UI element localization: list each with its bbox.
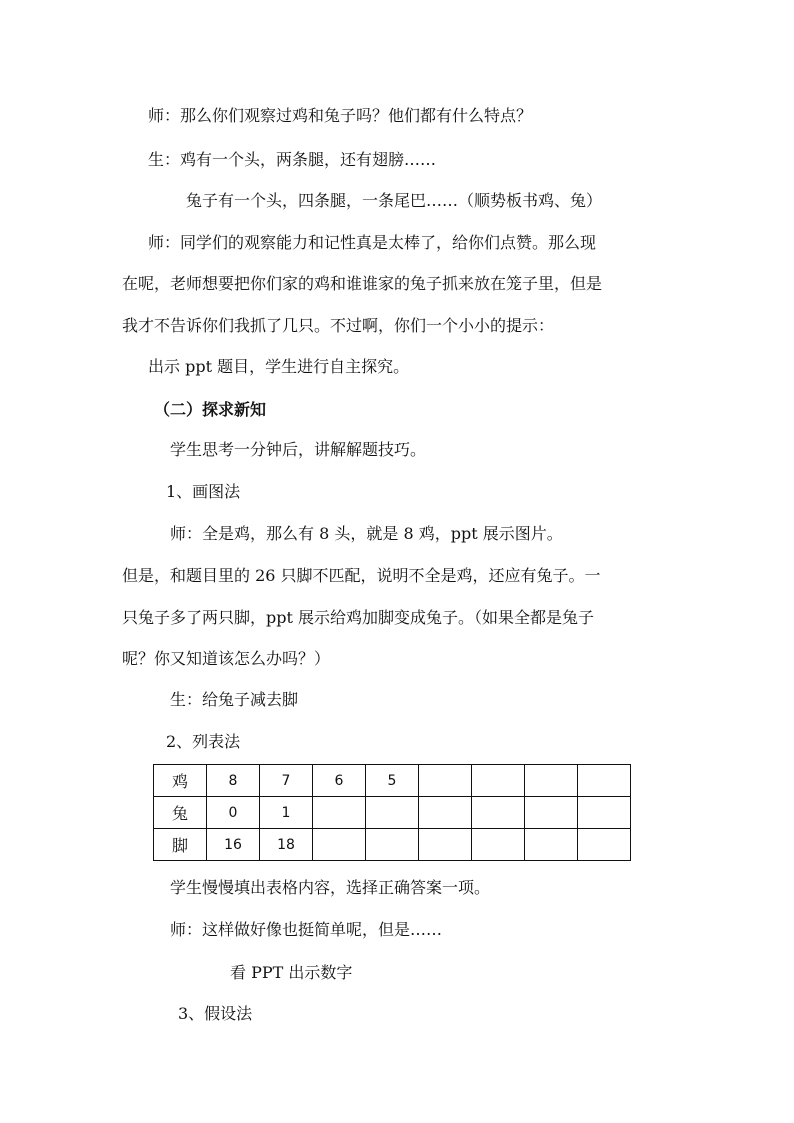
table-cell	[366, 797, 419, 829]
method-2-heading: 2、列表法	[166, 732, 241, 751]
table-cell	[525, 829, 578, 861]
paragraph-15: 生：给兔子减去脚	[170, 690, 299, 709]
paragraph-2: 生：鸡有一个头，两条腿，还有翅膀……	[148, 150, 437, 169]
table-cell: 18	[260, 829, 313, 861]
table-cell	[313, 829, 366, 861]
table-cell	[525, 797, 578, 829]
method-3-heading: 3、假设法	[178, 1004, 253, 1023]
paragraph-12: 但是，和题目里的 26 只脚不匹配，说明不全是鸡，还应有兔子。一	[122, 566, 601, 585]
table-row-label: 兔	[154, 797, 207, 829]
paragraph-7: 出示 ppt 题目，学生进行自主探究。	[148, 357, 410, 376]
table-cell: 16	[207, 829, 260, 861]
paragraph-4: 师：同学们的观察能力和记性真是太棒了，给你们点赞。那么现	[148, 233, 597, 252]
table-row-chicken	[154, 765, 631, 797]
paragraph-13: 只兔子多了两只脚，ppt 展示给鸡加脚变成兔子。（如果全都是兔子	[122, 608, 595, 627]
method-1-heading: 1、画图法	[166, 482, 241, 501]
paragraph-3: 兔子有一个头，四条腿，一条尾巴……（顺势板书鸡、兔）	[186, 191, 603, 210]
table-cell	[525, 765, 578, 797]
table-cell: 1	[260, 797, 313, 829]
paragraph-14: 呢？你又知道该怎么办吗？）	[122, 649, 331, 668]
section-heading: （二）探求新知	[154, 400, 267, 419]
table-cell	[578, 829, 631, 861]
table-cell	[366, 829, 419, 861]
table-cell	[578, 797, 631, 829]
paragraph-6: 我才不告诉你们我抓了几只。不过啊，你们一个小小的提示：	[122, 316, 555, 335]
paragraph-17: 学生慢慢填出表格内容，选择正确答案一项。	[170, 878, 491, 897]
table-cell	[472, 829, 525, 861]
table-cell: 0	[207, 797, 260, 829]
table-cell: 5	[366, 765, 419, 797]
table-cell	[578, 765, 631, 797]
paragraph-9: 学生思考一分钟后，讲解解题技巧。	[170, 440, 427, 459]
table-row-label: 鸡	[154, 765, 207, 797]
table-cell	[472, 797, 525, 829]
table-cell	[472, 765, 525, 797]
table-cell	[313, 797, 366, 829]
table-cell: 7	[260, 765, 313, 797]
list-method-table	[153, 764, 631, 861]
table-cell: 8	[207, 765, 260, 797]
paragraph-19: 看 PPT 出示数字	[230, 963, 353, 982]
table-row-feet	[154, 829, 631, 861]
table-cell	[419, 765, 472, 797]
table-cell	[419, 797, 472, 829]
table-cell	[419, 829, 472, 861]
paragraph-11: 师：全是鸡，那么有 8 头，就是 8 鸡，ppt 展示图片。	[170, 524, 563, 543]
table-cell: 6	[313, 765, 366, 797]
table-row-rabbit	[154, 797, 631, 829]
paragraph-18: 师：这样做好像也挺简单呢，但是……	[170, 920, 443, 939]
paragraph-5: 在呢，老师想要把你们家的鸡和谁谁家的兔子抓来放在笼子里，但是	[122, 274, 603, 293]
paragraph-1: 师：那么你们观察过鸡和兔子吗？他们都有什么特点？	[148, 106, 533, 125]
table-row-label: 脚	[154, 829, 207, 861]
